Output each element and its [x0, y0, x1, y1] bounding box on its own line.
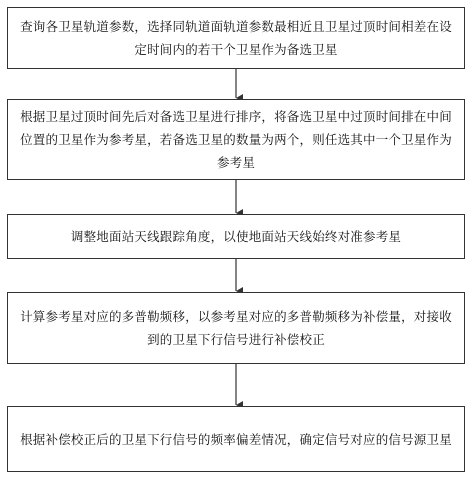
flow-step-choose-reference-satellite: [7, 99, 465, 180]
flow-step-identify-source-satellite: [7, 406, 465, 472]
flow-step-5-text: 根据补偿校正后的卫星下行信号的频率偏差情况，确定信号对应的信号源卫星: [20, 431, 452, 447]
flow-step-2-text: 根据卫星过顶时间先后对备选卫星进行排序，将备选卫星中过顶时间排在中间位置的卫星作为参考星，若备选卫星的数量为两个，则任选其中一个卫星作为参考星: [20, 109, 452, 170]
flow-step-4-text: 计算参考星对应的多普勒频移，以参考星对应的多普勒频移为补偿量，对接收到的卫星下行信号进行补偿校正: [20, 309, 452, 347]
flow-step-doppler-compensation: [7, 292, 465, 364]
flow-step-3-text: 调整地面站天线跟踪角度，以使地面站天线始终对准参考星: [70, 229, 402, 244]
flow-step-1-text: 查询各卫星轨道参数，选择同轨道面轨道参数最相近且卫星过顶时间相差在设定时间内的若干个卫星作为备选卫星: [20, 19, 452, 57]
flow-step-select-candidate-satellites: [7, 7, 465, 69]
flow-step-adjust-antenna: [7, 214, 465, 259]
